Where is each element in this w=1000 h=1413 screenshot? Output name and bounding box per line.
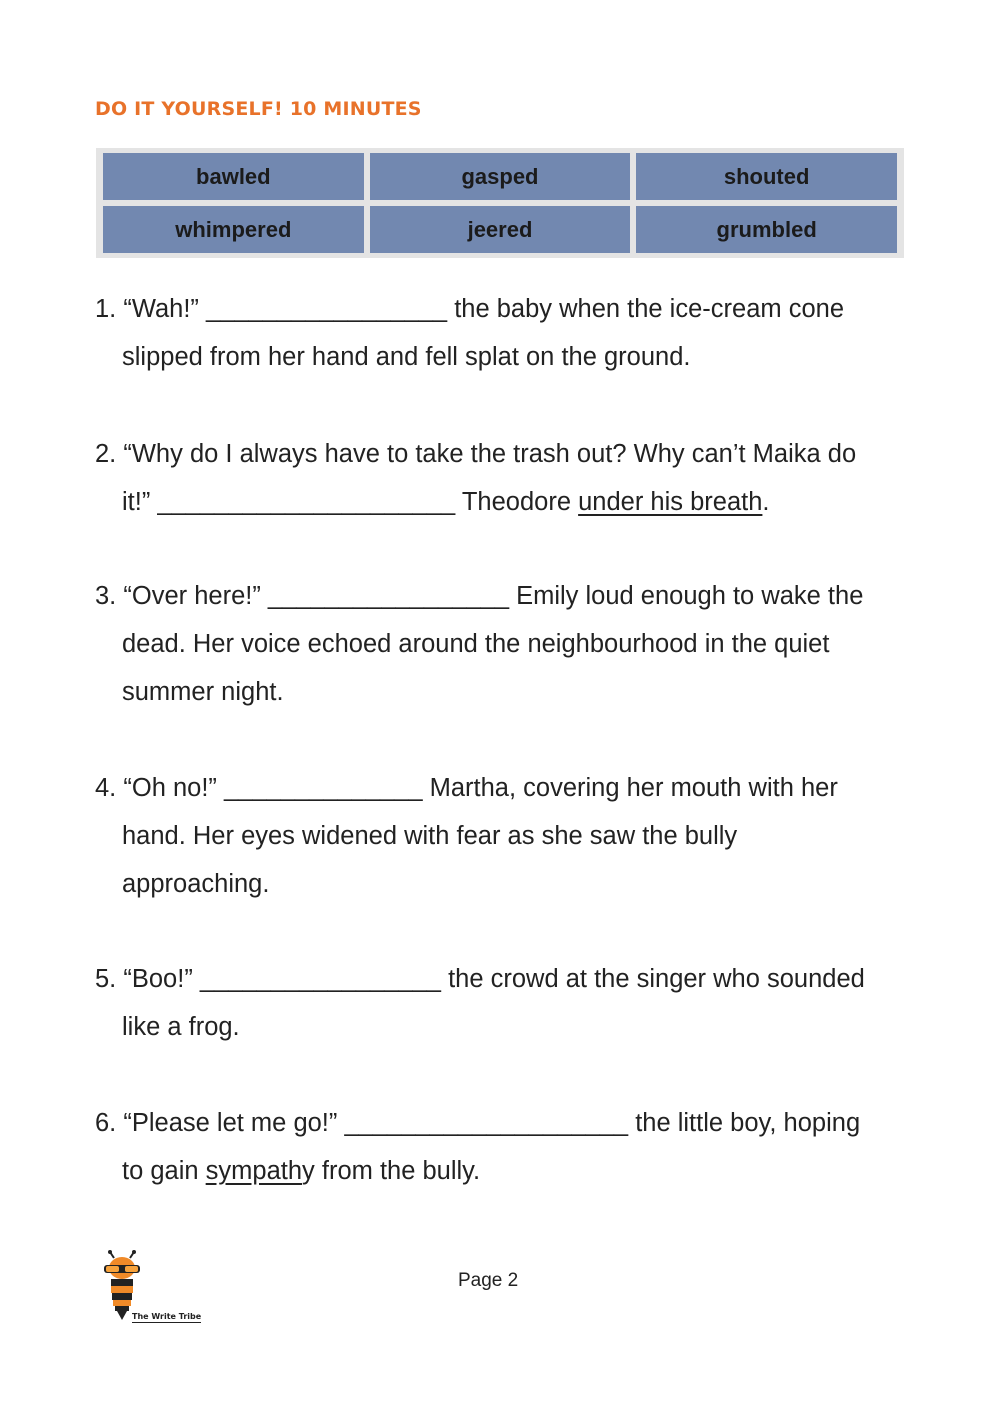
word-bank-cell: bawled — [103, 153, 364, 200]
question-line — [95, 1099, 925, 1147]
question-text: . — [762, 488, 770, 516]
question-4 — [95, 764, 925, 908]
question-text: “Please let me go!” ____________________ the little boy, hoping — [123, 1109, 861, 1137]
question-text: “Over here!” _________________ Emily loud enough to wake the — [123, 582, 864, 610]
question-line: hand. Her eyes widened with fear as she saw the bully — [122, 822, 738, 850]
underlined-phrase: under his breath — [578, 488, 763, 516]
logo-caption: The Write Tribe — [132, 1312, 202, 1321]
question-text: it!” _____________________ Theodore — [122, 488, 579, 516]
question-number: 4. — [95, 774, 117, 802]
question-text: y from the bully. — [302, 1157, 481, 1185]
question-text: to gain — [122, 1157, 206, 1185]
underlined-phrase: sympath — [205, 1157, 303, 1185]
question-line: like a frog. — [122, 1013, 240, 1041]
question-line: dead. Her voice echoed around the neighbourhood in the quiet — [122, 630, 830, 658]
question-text: “Oh no!” ______________ Martha, covering her mouth with her — [123, 774, 838, 802]
word-bank — [96, 148, 904, 258]
question-line: slipped from her hand and fell splat on the ground. — [122, 343, 691, 371]
question-line — [95, 764, 925, 812]
question-line: summer night. — [122, 678, 284, 706]
question-line: approaching. — [122, 870, 270, 898]
word-bank-cell: jeered — [370, 206, 631, 253]
question-1 — [95, 285, 925, 381]
question-line — [95, 955, 925, 1003]
word-bank-cell: gasped — [370, 153, 631, 200]
page-number: Page 2 — [458, 1270, 519, 1291]
question-6 — [95, 1099, 925, 1195]
worksheet-heading: DO IT YOURSELF! 10 MINUTES — [95, 98, 422, 120]
question-line — [95, 572, 925, 620]
question-text: “Boo!” _________________ the crowd at the singer who sounded — [123, 965, 865, 993]
question-number: 2. — [95, 440, 117, 468]
question-text: “Why do I always have to take the trash out? Why can’t Maika do — [123, 440, 857, 468]
word-bank-cell: whimpered — [103, 206, 364, 253]
question-line — [95, 430, 925, 478]
question-line — [95, 478, 925, 526]
question-number: 6. — [95, 1109, 117, 1137]
word-bank-cell: grumbled — [636, 206, 897, 253]
question-line — [95, 1147, 925, 1195]
question-2 — [95, 430, 925, 526]
question-5 — [95, 955, 925, 1051]
question-number: 3. — [95, 582, 117, 610]
question-3 — [95, 572, 925, 716]
question-number: 5. — [95, 965, 117, 993]
question-line — [95, 285, 925, 333]
question-text: “Wah!” _________________ the baby when the ice-cream cone — [123, 295, 844, 323]
question-number: 1. — [95, 295, 117, 323]
word-bank-cell: shouted — [636, 153, 897, 200]
